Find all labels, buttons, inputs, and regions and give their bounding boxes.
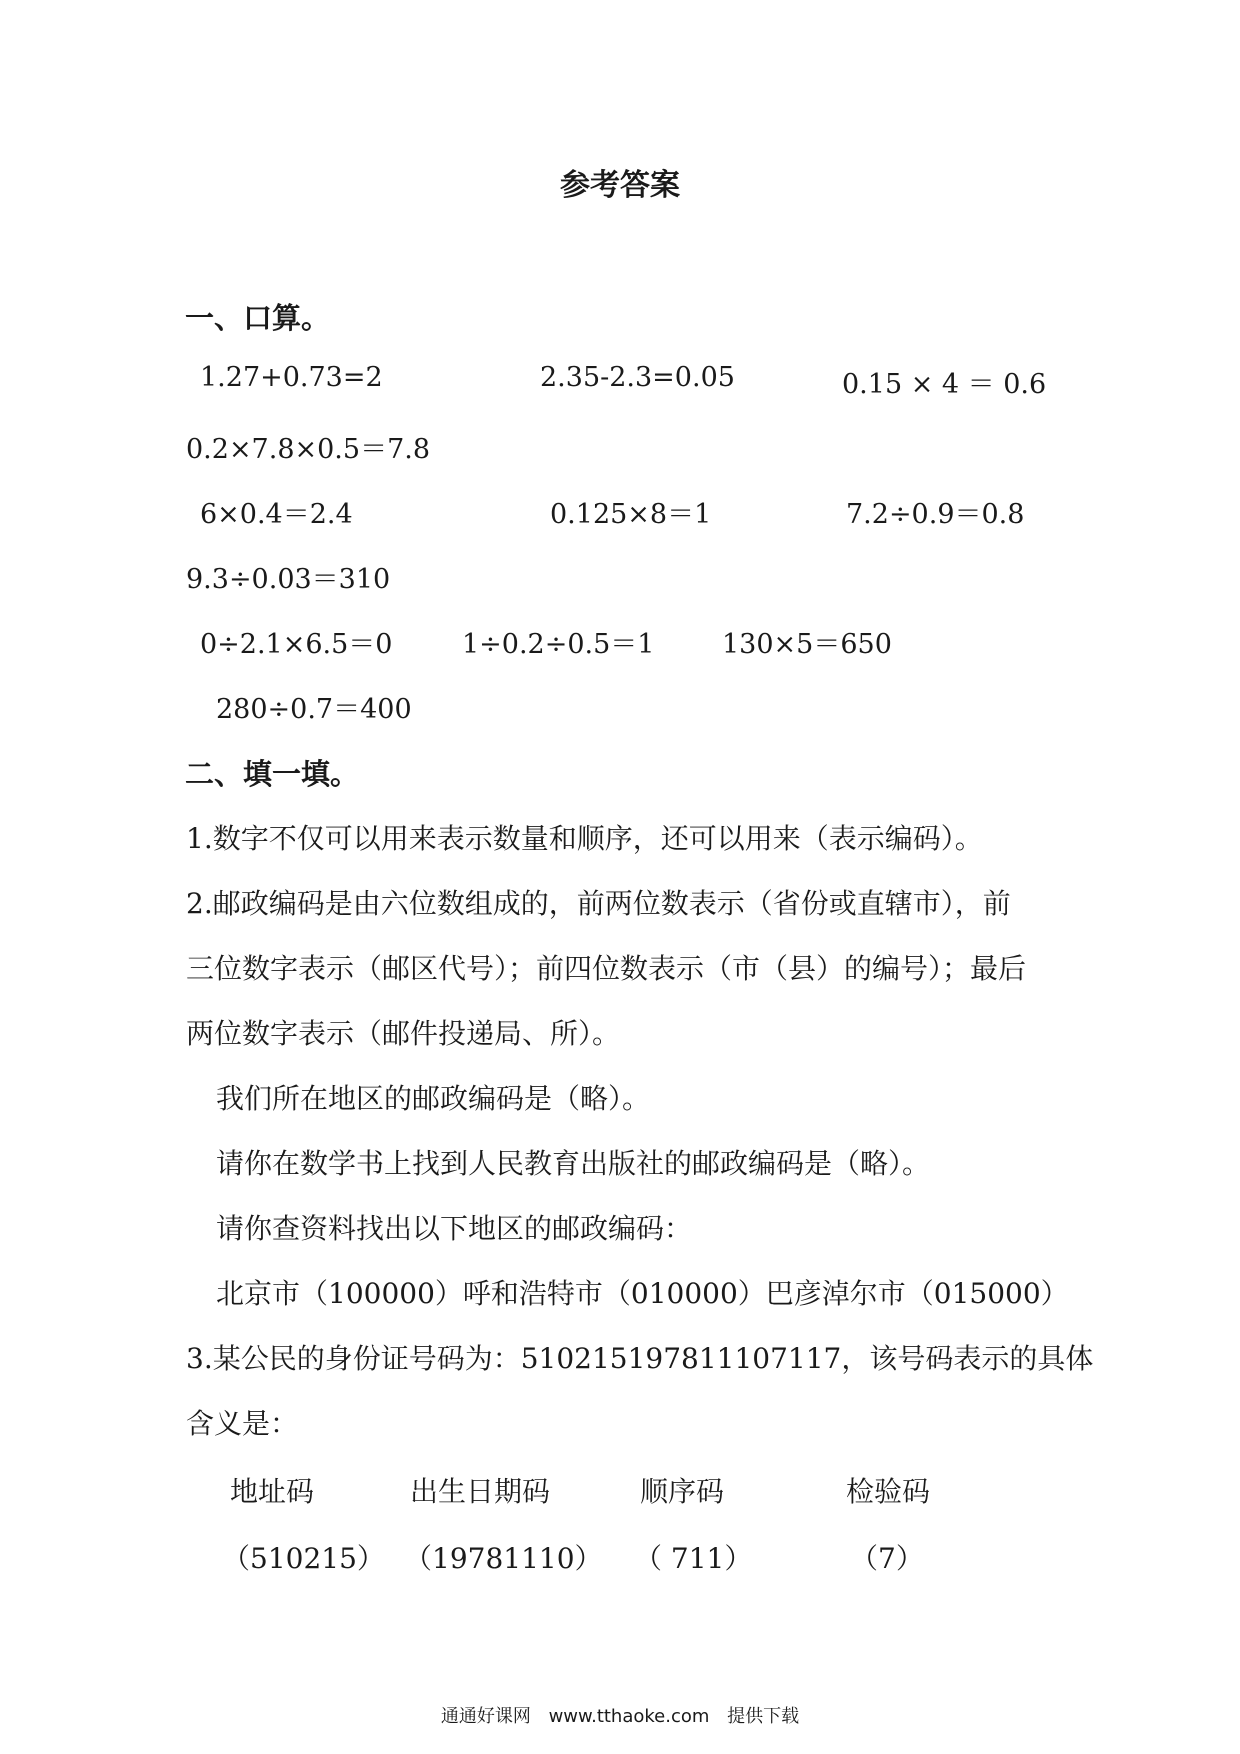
- question-2-sub: 请你在数学书上找到人民教育出版社的邮政编码是（略）。: [216, 1147, 931, 1180]
- question-2-sub: 请你查资料找出以下地区的邮政编码：: [216, 1212, 693, 1245]
- footer: [0, 1702, 1240, 1728]
- calc-item: 9.3÷0.03＝310: [186, 564, 391, 595]
- footer-url[interactable]: www.tthaoke.com: [548, 1706, 710, 1727]
- calc-item: 0.2×7.8×0.5＝7.8: [186, 434, 431, 465]
- question-2-line: 三位数字表示（邮区代号）；前四位数表示（市（县）的编号）；最后: [186, 952, 1027, 985]
- id-value-sequence: （ 711）: [634, 1542, 753, 1575]
- footer-site-name: 通通好课网: [440, 1706, 531, 1727]
- id-value-check: （7）: [850, 1542, 924, 1575]
- question-1: 1.数字不仅可以用来表示数量和顺序，还可以用来（表示编码）。: [186, 822, 983, 855]
- id-value-birthdate: （19781110）: [404, 1542, 603, 1575]
- calc-item: 7.2÷0.9＝0.8: [846, 499, 1025, 530]
- calc-item: 0÷2.1×6.5＝0: [200, 629, 393, 660]
- calc-item: 0.125×8＝1: [550, 499, 712, 530]
- section-heading-oral-calc: 一、口算。: [185, 301, 331, 335]
- section-heading-fill-blank: 二、填一填。: [185, 757, 360, 791]
- question-3-line: 含义是：: [186, 1407, 299, 1440]
- question-2-sub: 我们所在地区的邮政编码是（略）。: [216, 1082, 651, 1115]
- calc-item: 1÷0.2÷0.5＝1: [462, 629, 655, 660]
- id-header-address: 地址码: [230, 1475, 315, 1508]
- id-header-check: 检验码: [846, 1475, 931, 1508]
- question-3-line: 3.某公民的身份证号码为：510215197811107117，该号码表示的具体: [186, 1342, 1094, 1375]
- id-header-birthdate: 出生日期码: [410, 1475, 551, 1508]
- calc-item: 6×0.4＝2.4: [200, 499, 353, 530]
- calc-item: 280÷0.7＝400: [216, 694, 412, 725]
- footer-suffix: 提供下载: [727, 1706, 800, 1727]
- page-title: 参考答案: [560, 168, 680, 203]
- calc-item: 130×5＝650: [722, 629, 892, 660]
- calc-item: 1.27+0.73=2: [200, 362, 383, 393]
- id-value-address: （510215）: [222, 1542, 385, 1575]
- id-header-sequence: 顺序码: [640, 1475, 725, 1508]
- calc-item: 2.35-2.3=0.05: [540, 362, 735, 393]
- calc-item: 0.15 × 4 ＝ 0.6: [842, 369, 1047, 400]
- postal-codes-line: 北京市（100000）呼和浩特市（010000）巴彦淖尔市（015000）: [216, 1277, 1069, 1310]
- question-2-line: 两位数字表示（邮件投递局、所）。: [186, 1017, 621, 1050]
- question-2-line: 2.邮政编码是由六位数组成的，前两位数表示（省份或直辖市），前: [186, 887, 1011, 920]
